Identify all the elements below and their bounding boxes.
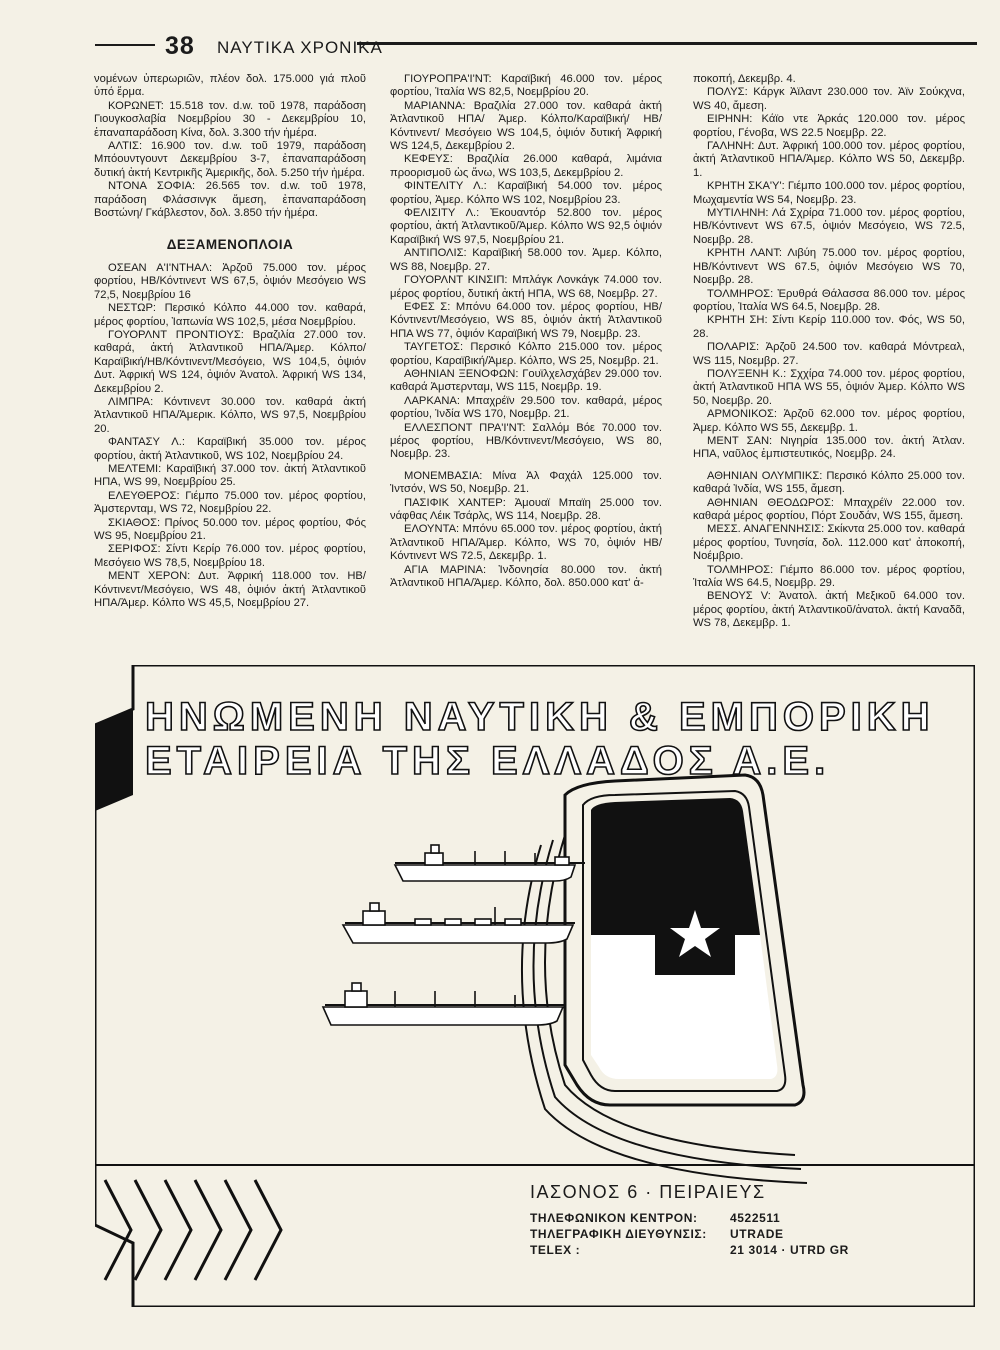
page-header	[95, 32, 977, 66]
col3-paragraph: ΑΘΗΝΙΑΝ ΘΕΟΔΩΡΟΣ: Μπαχρέϊν 22.000 τον. καθαρά μέρος φορτίου, Πόρτ Σουδάν, WS 155, ἄμεση.	[693, 496, 965, 522]
col3-paragraph: ΤΟΛΜΗΡΟΣ: Ἐρυθρά Θάλασσα 86.000 τον. μέρος φορτίου, Ἰταλία WS 64.5, Νοεμβρ. 28.	[693, 287, 965, 313]
col3-paragraph: ΑΡΜΟΝΙΚΟΣ: Ἀρζοῦ 62.000 τον. μέρος φορτίου, Ἀμερ. Κόλπο WS 55, Δεκεμβρ. 1.	[693, 408, 965, 434]
col1-paragraph: ΦΑΝΤΑΣΥ Λ.: Καραϊβική 35.000 τον. μέρος φορτίου, ἀκτή Ἀτλαντικοῦ, WS 102, Νοεμβρίου 24.	[94, 436, 366, 462]
col2-paragraph: ΕΦΕΣ Σ: Μπόνυ 64.000 τον. μέρος φορτίου, ΗΒ/Κόντινεντ/Μεσόγειο, WS 85, ὀψιόν ἀκτή Ἀτλαντικοῦ ΗΠΑ WS 77, ὀψιόν Καραϊβική WS 79, Νοεμβρ. 23.	[390, 300, 662, 340]
col3-paragraph: ΒΕΝΟΥΣ V: Ἀνατολ. ἀκτή Μεξικοῦ 64.000 τον. μέρος φορτίου, ἀκτή Ἀτλαντικοῦ/ἀνατολ. ἀκτή Καναδᾶ, WS 78, Δεκεμβρ. 1.	[693, 590, 965, 630]
phone-value: 4522511	[730, 1211, 781, 1225]
telegraph-label: ΤΗΛΕΓΡΑΦΙΚΗ ΔΙΕΥΘΥΝΣΙΣ:	[530, 1227, 707, 1241]
company-advertisement	[95, 665, 975, 1307]
col1-paragraph: ΜΕΛΤΕΜΙ: Καραϊβική 37.000 τον. ἀκτή Ἀτλαντικοῦ ΗΠΑ, WS 99, Νοεμβρίου 25.	[94, 462, 366, 489]
col1-paragraph: ΛΙΜΠΡΑ: Κόντινεντ 30.000 τον. καθαρά ἀκτή Ἀτλαντικοῦ ΗΠΑ/Ἀμερικ. Κόλπο, WS 97,5, Νοεμβρίου 20.	[94, 395, 366, 435]
col2-paragraph: ΑΘΗΝΙΑΝ ΞΕΝΟΦΩΝ: Γουϊλχελσχάβεν 29.000 τον. καθαρά Ἀμστερνταμ, WS 115, Νοεμβρ. 19.	[390, 367, 662, 394]
phone-label: ΤΗΛΕΦΩΝΙΚΟΝ ΚΕΝΤΡΟΝ:	[530, 1211, 698, 1225]
col2-paragraph: ΑΝΤΙΠΟΛΙΣ: Καραϊβική 58.000 τον. Ἀμερ. Κόλπο, WS 88, Νοεμβρ. 27.	[390, 247, 662, 273]
col3-paragraph: ΠΟΛΑΡΙΣ: Ἀρζοῦ 24.500 τον. καθαρά Μόντρεαλ, WS 115, Νοεμβρ. 27.	[693, 341, 965, 367]
col1-paragraph: ΝΕΣΤΩΡ: Περσικό Κόλπο 44.000 τον. καθαρά, μέρος φορτίου, Ἰαπωνία WS 102,5, μέσα Νοεμβρίου.	[94, 302, 366, 328]
col3-paragraph: ΜΥΤΙΛΗΝΗ: Λά Σχρίρα 71.000 τον. μέρος φορτίου, ΗΒ/Κόντινεντ WS 67.5, ὀψιόν Μεσόγειο, WS 72.5, Νοεμβρ. 28.	[693, 207, 965, 246]
col1-paragraph: ΟΣΕΑΝ Α'Ι'ΝΤΗΑΛ: Ἀρζοῦ 75.000 τον. μέρος φορτίου, ΗΒ/Κόντινεντ WS 67,5, ὀψιόν Μεσόγειο WS 72,5, Νοεμβρίου 16	[94, 261, 366, 301]
spacer	[390, 462, 662, 470]
col3-paragraph: ΚΡΗΤΗ ΣΚΑ'Υ': Γιέμπο 100.000 τον. μέρος φορτίου, Μωχαμεντία WS 54, Νοεμβρ. 23.	[693, 180, 965, 206]
col1-paragraph: ΚΟΡΩΝΕΤ: 15.518 τον. d.w. τοῦ 1978, παράδοση Γιουγκοσλαβία Νοεμβρίου 30 - Δεκεμβρίου 10, ἐπαναπαράδοση Κίνα, δολ. 3.300 τήν ἡμέρα.	[94, 99, 366, 139]
col3-paragraph: ΤΟΛΜΗΡΟΣ: Γιέμπο 86.000 τον. μέρος φορτίου, Ἰταλία WS 64.5, Νοεμβρ. 29.	[693, 563, 965, 590]
col3-paragraph: ΜΕΣΣ. ΑΝΑΓΕΝΝΗΣΙΣ: Σκίκντα 25.000 τον. καθαρά μέρος φορτίου, Τυνησία, δολ. 112.000 κατ' ἀποκοπή, Νοέμβριο.	[693, 523, 965, 563]
telex-label: TELEX :	[530, 1243, 581, 1257]
col3-paragraph: ΚΡΗΤΗ ΣΗ: Σίντι Κερίρ 110.000 τον. Φός, WS 50, 28.	[693, 314, 965, 340]
ad-border-left-bar	[95, 709, 133, 811]
col2-paragraph: ΚΕΦΕΥΣ: Βραζιλία 26.000 καθαρά, λιμάνια προορισμοῦ ὡς ἄνω, WS 103,5, Δεκεμβρίου 2.	[390, 153, 662, 179]
col1-paragraph: νομένων ὑπερωριῶν, πλέον δολ. 175.000 γιά πλοῦ ὑπό ἕρμα.	[94, 73, 366, 99]
col1-paragraph: ΜΕΝΤ ΧΕΡΟΝ: Δυτ. Ἀφρική 118.000 τον. ΗΒ/ Κόντινεντ/Μεσόγειο, WS 48, ὀψιόν ἀκτή Ἀτλαντικοῦ ΗΠΑ/Ἀμερ. Κόλπο WS 45,5, Νοεμβρίου 27.	[94, 570, 366, 610]
col2-paragraph: ΤΑΥΓΕΤΟΣ: Περσικό Κόλπο 215.000 τον. μέρος φορτίου, Καραϊβική/Ἀμερ. Κόλπο, WS 25, Νοεμβρ. 21.	[390, 341, 662, 367]
spacer	[693, 462, 965, 470]
col3-paragraph: ποκοπή, Δεκεμβρ. 4.	[693, 73, 796, 85]
col2-paragraph: ΕΛΛΕΣΠΟΝΤ ΠΡΑ'Ι'ΝΤ: Σαλλόμ Βόε 70.000 τον. μέρος φορτίου, ΗΒ/Κόντινεντ/Μεσόγειο, WS 80, Νοεμβρ. 23.	[390, 421, 662, 461]
company-name	[145, 695, 945, 783]
telegraph-value: UTRADE	[730, 1227, 784, 1241]
section-title-tankers: ΔΕΞΑΜΕΝΟΠΛΟΙΑ	[166, 237, 294, 253]
col1-paragraph: ΓΟΥΟΡΛΝΤ ΠΡΟΝΤΙΟΥΣ: Βραζιλία 27.000 τον. καθαρά, ἀκτή Ἀτλαντικοῦ ΗΠΑ/Ἀμερ. Κόλπο/ Καραϊβική/ΗΒ/Κόντινεντ/Μεσόγειο, WS 104,5, ὀψιόν Δυτ. Ἀφρική WS 124, ὀψιόν Ἀνατολ. Ἀφρική WS 134, Δεκεμβρίου 2.	[94, 328, 366, 395]
col2-paragraph: ΠΑΣΙΦΙΚ ΧΑΝΤΕΡ: Ἀμουαϊ Μπαϊη 25.000 τον. νάφθας Λέικ Τσάρλς, WS 114, Νοεμβρ. 28.	[390, 496, 662, 522]
column-2	[390, 73, 662, 590]
column-3	[693, 73, 965, 631]
col2-paragraph: ΜΟΝΕΜΒΑΣΙΑ: Μίνα Ἀλ Φαχάλ 125.000 τον. Ἰντσόν, WS 50, Νοεμβρ. 21.	[390, 469, 662, 496]
col3-paragraph: ΠΟΛΥΣ: Κάργκ Ἀϊλαντ 230.000 τον. Ἀϊν Σούκχνα, WS 40, ἄμεση.	[693, 86, 965, 112]
col2-paragraph: ΛΑΡΚΑΝΑ: Μπαχρέϊν 29.500 τον. καθαρά, μέρος φορτίου, Ἰνδία WS 170, Νοεμβρ. 21.	[390, 394, 662, 421]
header-rule-right	[357, 42, 977, 45]
col1-paragraph: ΑΛΤΙΣ: 16.900 τον. d.w. τοῦ 1979, παράδοση Μπόουντγουντ Δεκεμβρίου 3-7, ἐπαναπαράδοση δυτική ἀκτή Κεντρικῆς Ἀμερικῆς, δολ. 5.250 τήν ἡμέρα.	[94, 140, 366, 179]
col2-paragraph: ΦΙΝΤΕΛΙΤΥ Λ.: Καραϊβική 54.000 τον. μέρος φορτίου, Ἀμερ. Κόλπο WS 102, Νοεμβρίου 23.	[390, 180, 662, 206]
company-name-line-1: ΗΝΩΜΕΝΗ ΝΑΥΤΙΚΗ & ΕΜΠΟΡΙΚΗ	[145, 695, 935, 739]
col2-paragraph: ΓΟΥΟΡΛΝΤ ΚΙΝΣΙΠ: Μπλάγκ Λονκάγκ 74.000 τον. μέρος φορτίου, δυτική ἀκτή ΗΠΑ, WS 68, Νοεμβρ. 27.	[390, 274, 662, 300]
col3-paragraph: ΕΙΡΗΝΗ: Κάϊο ντε Ἀρκάς 120.000 τον. μέρος φορτίου, Γένοβα, WS 22.5 Νοεμβρ. 22.	[693, 113, 965, 139]
column-1	[94, 73, 366, 610]
col1-paragraph: ΕΛΕΥΘΕΡΟΣ: Γιέμπο 75.000 τον. μέρος φορτίου, Ἀμστερνταμ, WS 72, Νοεμβρίου 22.	[94, 489, 366, 516]
col3-paragraph: ΚΡΗΤΗ ΛΑΝΤ: Λιβύη 75.000 τον. μέρος φορτίου, ΗΒ/Κόντινεντ WS 67.5, ὀψιόν Μεσόγειο WS 70, Νοεμβρ. 28.	[693, 247, 965, 287]
col1-paragraph: ΣΕΡΙΦΟΣ: Σίντι Κερίρ 76.000 τον. μέρος φορτίου, Μεσόγειο WS 78,5, Νοεμβρίου 18.	[94, 543, 366, 569]
header-rule-left	[95, 44, 155, 46]
col2-paragraph: ΓΙΟΥΡΟΠΡΑ'Ι'ΝΤ: Καραϊβική 46.000 τον. μέρος φορτίου, Ἰταλία WS 82,5, Νοεμβρίου 20.	[390, 73, 662, 99]
phone-row	[530, 1210, 849, 1226]
chevron-icons	[105, 1180, 281, 1280]
telex-row	[530, 1242, 849, 1258]
telex-value: 21 3014 · UTRD GR	[730, 1243, 849, 1257]
col3-paragraph: ΜΕΝΤ ΣΑΝ: Νιγηρία 135.000 τον. ἀκτή Ἀτλαν. ΗΠΑ, ναῦλος ἐμπιστευτικός, Νοεμβρ. 24.	[693, 434, 965, 461]
page-number: 38	[165, 32, 195, 60]
col2-paragraph: ΦΕΛΙΣΙΤΥ Λ.: Ἐκουαντόρ 52.800 τον. μέρος φορτίου, ἀκτή Ἀτλαντικοῦ/Ἀμερ. Κόλπο WS 92,5 ὀψιόν Καραϊβική WS 97,5, Νοεμβρίου 21.	[390, 207, 662, 246]
col1-paragraph: ΝΤΟΝΑ ΣΟΦΙΑ: 26.565 τον. d.w. τοῦ 1978, παράδοση Φλάσσινγκ ἄμεση, ἐπαναπαράδοση Βοστώνη/ Γκάβλεστον, δολ. 3.850 τήν ἡμέρα.	[94, 180, 366, 220]
col3-paragraph: ΠΟΛΥΞΕΝΗ Κ.: Σχχίρα 74.000 τον. μέρος φορτίου, ἀκτή Ἀτλαντικοῦ ΗΠΑ WS 55, ὀψιόν Ἀμερ. Κόλπο WS 50, Νοεμβρ. 20.	[693, 367, 965, 407]
col2-paragraph: ΕΛΟΥΝΤΑ: Μπόνυ 65.000 τον. μέρος φορτίου, ἀκτή Ἀτλαντικοῦ ΗΠΑ/Ἀμερ. Κόλπο, WS 70, ὀψιόν ΗΒ/Κόντινεντ WS 72.5, Δεκεμβρ. 1.	[390, 523, 662, 563]
magazine-title: ΝΑΥΤΙΚΑ ΧΡΟΝΙΚΑ	[217, 38, 383, 57]
company-name-line-2: ΕΤΑΙΡΕΙΑ ΤΗΣ ΕΛΛΑΔΟΣ Α.Ε.	[145, 739, 831, 783]
col1-paragraph: ΣΚΙΑΘΟΣ: Πρίνος 50.000 τον. μέρος φορτίου, Φός WS 95, Νοεμβρίου 21.	[94, 516, 366, 542]
col3-paragraph: ΓΑΛΗΝΗ: Δυτ. Ἀφρική 100.000 τον. μέρος φορτίου, ἀκτή Ἀτλαντικοῦ ΗΠΑ/Ἀμερ. Κόλπο WS 50, Δεκεμβρ. 1.	[693, 140, 965, 179]
col2-paragraph: ΜΑΡΙΑΝΝΑ: Βραζιλία 27.000 τον. καθαρά ἀκτή Ἀτλαντικοῦ ΗΠΑ/ Ἀμερ. Κόλπο/Καραϊβική/ ΗΒ/Κόντινεντ/ Μεσόγειο WS 104,5, ὀψιόν δυτική Ἀφρική WS 124,5, Δεκεμβρίου 2.	[390, 99, 662, 153]
telegraph-row	[530, 1226, 849, 1242]
company-contact	[530, 1180, 849, 1258]
col3-paragraph: ΑΘΗΝΙΑΝ ΟΛΥΜΠΙΚΣ: Περσικό Κόλπο 25.000 τον. καθαρά Ἰνδία, WS 155, ἄμεση.	[693, 469, 965, 496]
col2-paragraph: ΑΓΙΑ ΜΑΡΙΝΑ: Ἰνδονησία 80.000 τον. ἀκτή Ἀτλαντικοῦ ΗΠΑ/Ἀμερ. Κόλπο, δολ. 850.000 κατ' ἀ-	[390, 563, 662, 590]
company-address: ΙΑΣΟΝΟΣ 6 · ΠΕΙΡΑΙΕΥΣ	[530, 1182, 766, 1202]
